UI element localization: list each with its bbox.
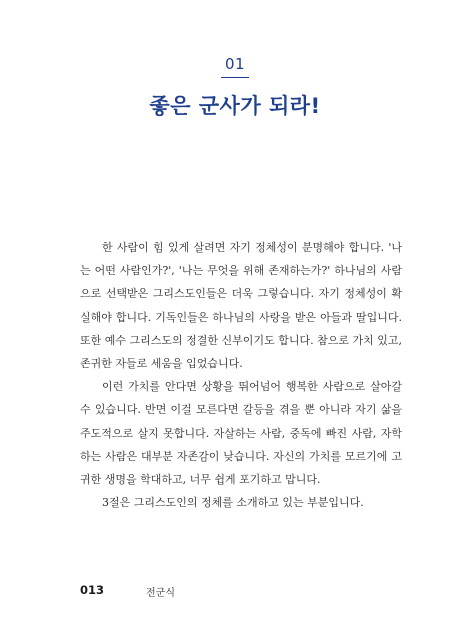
body-paragraph: 이런 가치를 안다면 상황을 뛰어넘어 행복한 사람으로 살아갈 수 있습니다. 반면 이걸 모른다면 갈등을 겪을 뿐 아니라 자기 삶을 주도적으로 살지 못합니다. 자살하는 사람, 중독에 빠진 사람, 자학하는 사람은 대부분 자존감이 낮습니다. 자신의 가치를 모르기에 고귀한 생명을 학대하고, 너무 쉽게 포기하고 맙니다.: [80, 380, 402, 487]
page-footer: [80, 583, 400, 599]
running-head: 전군식: [146, 588, 175, 599]
chapter-title: 좋은 군사가 되라!: [149, 94, 321, 118]
body-text: [80, 236, 402, 514]
chapter-number: 01: [224, 55, 246, 73]
body-paragraph: 3절은 그리스도인의 정체를 소개하고 있는 부분입니다.: [102, 496, 364, 510]
chapter-number-underline: [221, 77, 249, 78]
page-number: 013: [80, 583, 105, 597]
body-paragraph: 한 사람이 힘 있게 살려면 자기 정체성이 분명해야 합니다. '나는 어떤 사람인가?', '나는 무엇을 위해 존재하는가?' 하나님의 사람으로 선택받은 그리스도인들은 더욱 그렇습니다. 자기 정체성이 확실해야 합니다. 기독인들은 하나님의 사랑을 받은 아들과 딸입니다. 또한 예수 그리스도의 정결한 신부이기도 합니다. 참으로 가치 있고, 존귀한 자들로 세움을 입었습니다.: [80, 241, 402, 371]
